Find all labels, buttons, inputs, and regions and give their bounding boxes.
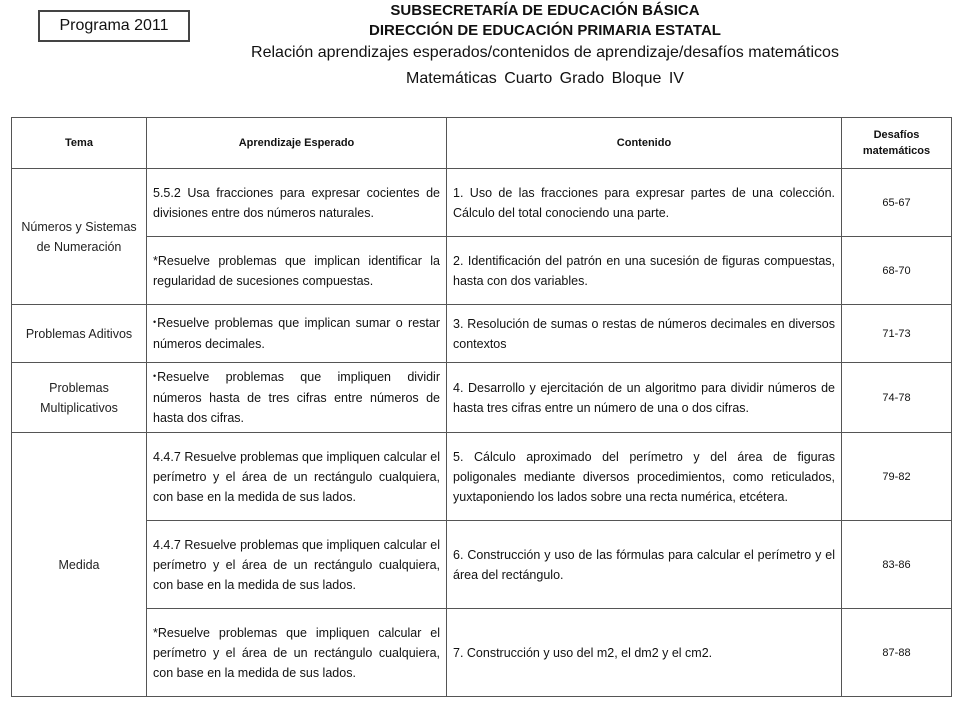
program-badge: Programa 2011 (38, 10, 190, 42)
header-line-4: Matemáticas Cuarto Grado Bloque IV (406, 70, 684, 87)
tema-cell: Medida (12, 433, 147, 697)
aprendizaje-cell: *Resuelve problemas que implican identificar la regularidad de sucesiones compuestas. (147, 237, 447, 305)
table-row (12, 363, 952, 433)
tema-cell: Números y Sistemas de Numeración (12, 169, 147, 305)
table-row (12, 237, 952, 305)
table-row (12, 169, 952, 237)
column-header-contenido: Contenido (447, 118, 842, 169)
aprendizaje-cell: *Resuelve problemas que impliquen calcular el perímetro y el área de un rectángulo cualquiera, con base en la medida de sus lados. (147, 609, 447, 697)
desafios-cell: 83-86 (842, 521, 952, 609)
desafios-cell: 65-67 (842, 169, 952, 237)
curriculum-table (11, 117, 952, 697)
column-header-aprendizaje: Aprendizaje Esperado (147, 118, 447, 169)
column-header-desafios: Desafíos matemáticos (842, 118, 952, 169)
contenido-cell: 4. Desarrollo y ejercitación de un algoritmo para dividir números de hasta tres cifras entre un número de una o dos cifras. (447, 363, 842, 433)
desafios-cell: 74-78 (842, 363, 952, 433)
table-row (12, 609, 952, 697)
contenido-cell: 7. Construcción y uso del m2, el dm2 y el cm2. (447, 609, 842, 697)
aprendizaje-cell: 4.4.7 Resuelve problemas que impliquen calcular el perímetro y el área de un rectángulo cualquiera, con base en la medida de sus lados. (147, 433, 447, 521)
desafios-cell: 68-70 (842, 237, 952, 305)
contenido-cell: 2. Identificación del patrón en una sucesión de figuras compuestas, hasta con dos variables. (447, 237, 842, 305)
tema-cell: Problemas Multiplicativos (12, 363, 147, 433)
header-line-2: DIRECCIÓN DE EDUCACIÓN PRIMARIA ESTATAL (369, 22, 721, 39)
desafios-cell: 87-88 (842, 609, 952, 697)
aprendizaje-cell (147, 363, 447, 433)
aprendizaje-cell: 4.4.7 Resuelve problemas que impliquen calcular el perímetro y el área de un rectángulo cualquiera, con base en la medida de sus lados. (147, 521, 447, 609)
table-row (12, 305, 952, 363)
table-row (12, 433, 952, 521)
contenido-cell: 1. Uso de las fracciones para expresar partes de una colección. Cálculo del total conociendo una parte. (447, 169, 842, 237)
column-header-tema: Tema (12, 118, 147, 169)
desafios-cell: 71-73 (842, 305, 952, 363)
contenido-cell: 3. Resolución de sumas o restas de números decimales en diversos contextos (447, 305, 842, 363)
tema-cell: Problemas Aditivos (12, 305, 147, 363)
table-row (12, 521, 952, 609)
contenido-cell: 6. Construcción y uso de las fórmulas para calcular el perímetro y el área del rectángulo. (447, 521, 842, 609)
aprendizaje-text: Resuelve problemas que implican sumar o restar números decimales. (153, 316, 440, 351)
header-line-3: Relación aprendizajes esperados/contenidos de aprendizaje/desafíos matemáticos (251, 44, 839, 61)
header-line-1: SUBSECRETARÍA DE EDUCACIÓN BÁSICA (390, 2, 700, 19)
table-header-row (12, 118, 952, 169)
contenido-cell: 5. Cálculo aproximado del perímetro y del área de figuras poligonales mediante diversos procedimientos, como reticulados, yuxtaponiendo los lados sobre una recta numérica, etcétera. (447, 433, 842, 521)
aprendizaje-cell (147, 305, 447, 363)
desafios-cell: 79-82 (842, 433, 952, 521)
aprendizaje-cell: 5.5.2 Usa fracciones para expresar cocientes de divisiones entre dos números naturales. (147, 169, 447, 237)
aprendizaje-text: Resuelve problemas que impliquen dividir números hasta de tres cifras entre números de hasta dos cifras. (153, 370, 440, 425)
